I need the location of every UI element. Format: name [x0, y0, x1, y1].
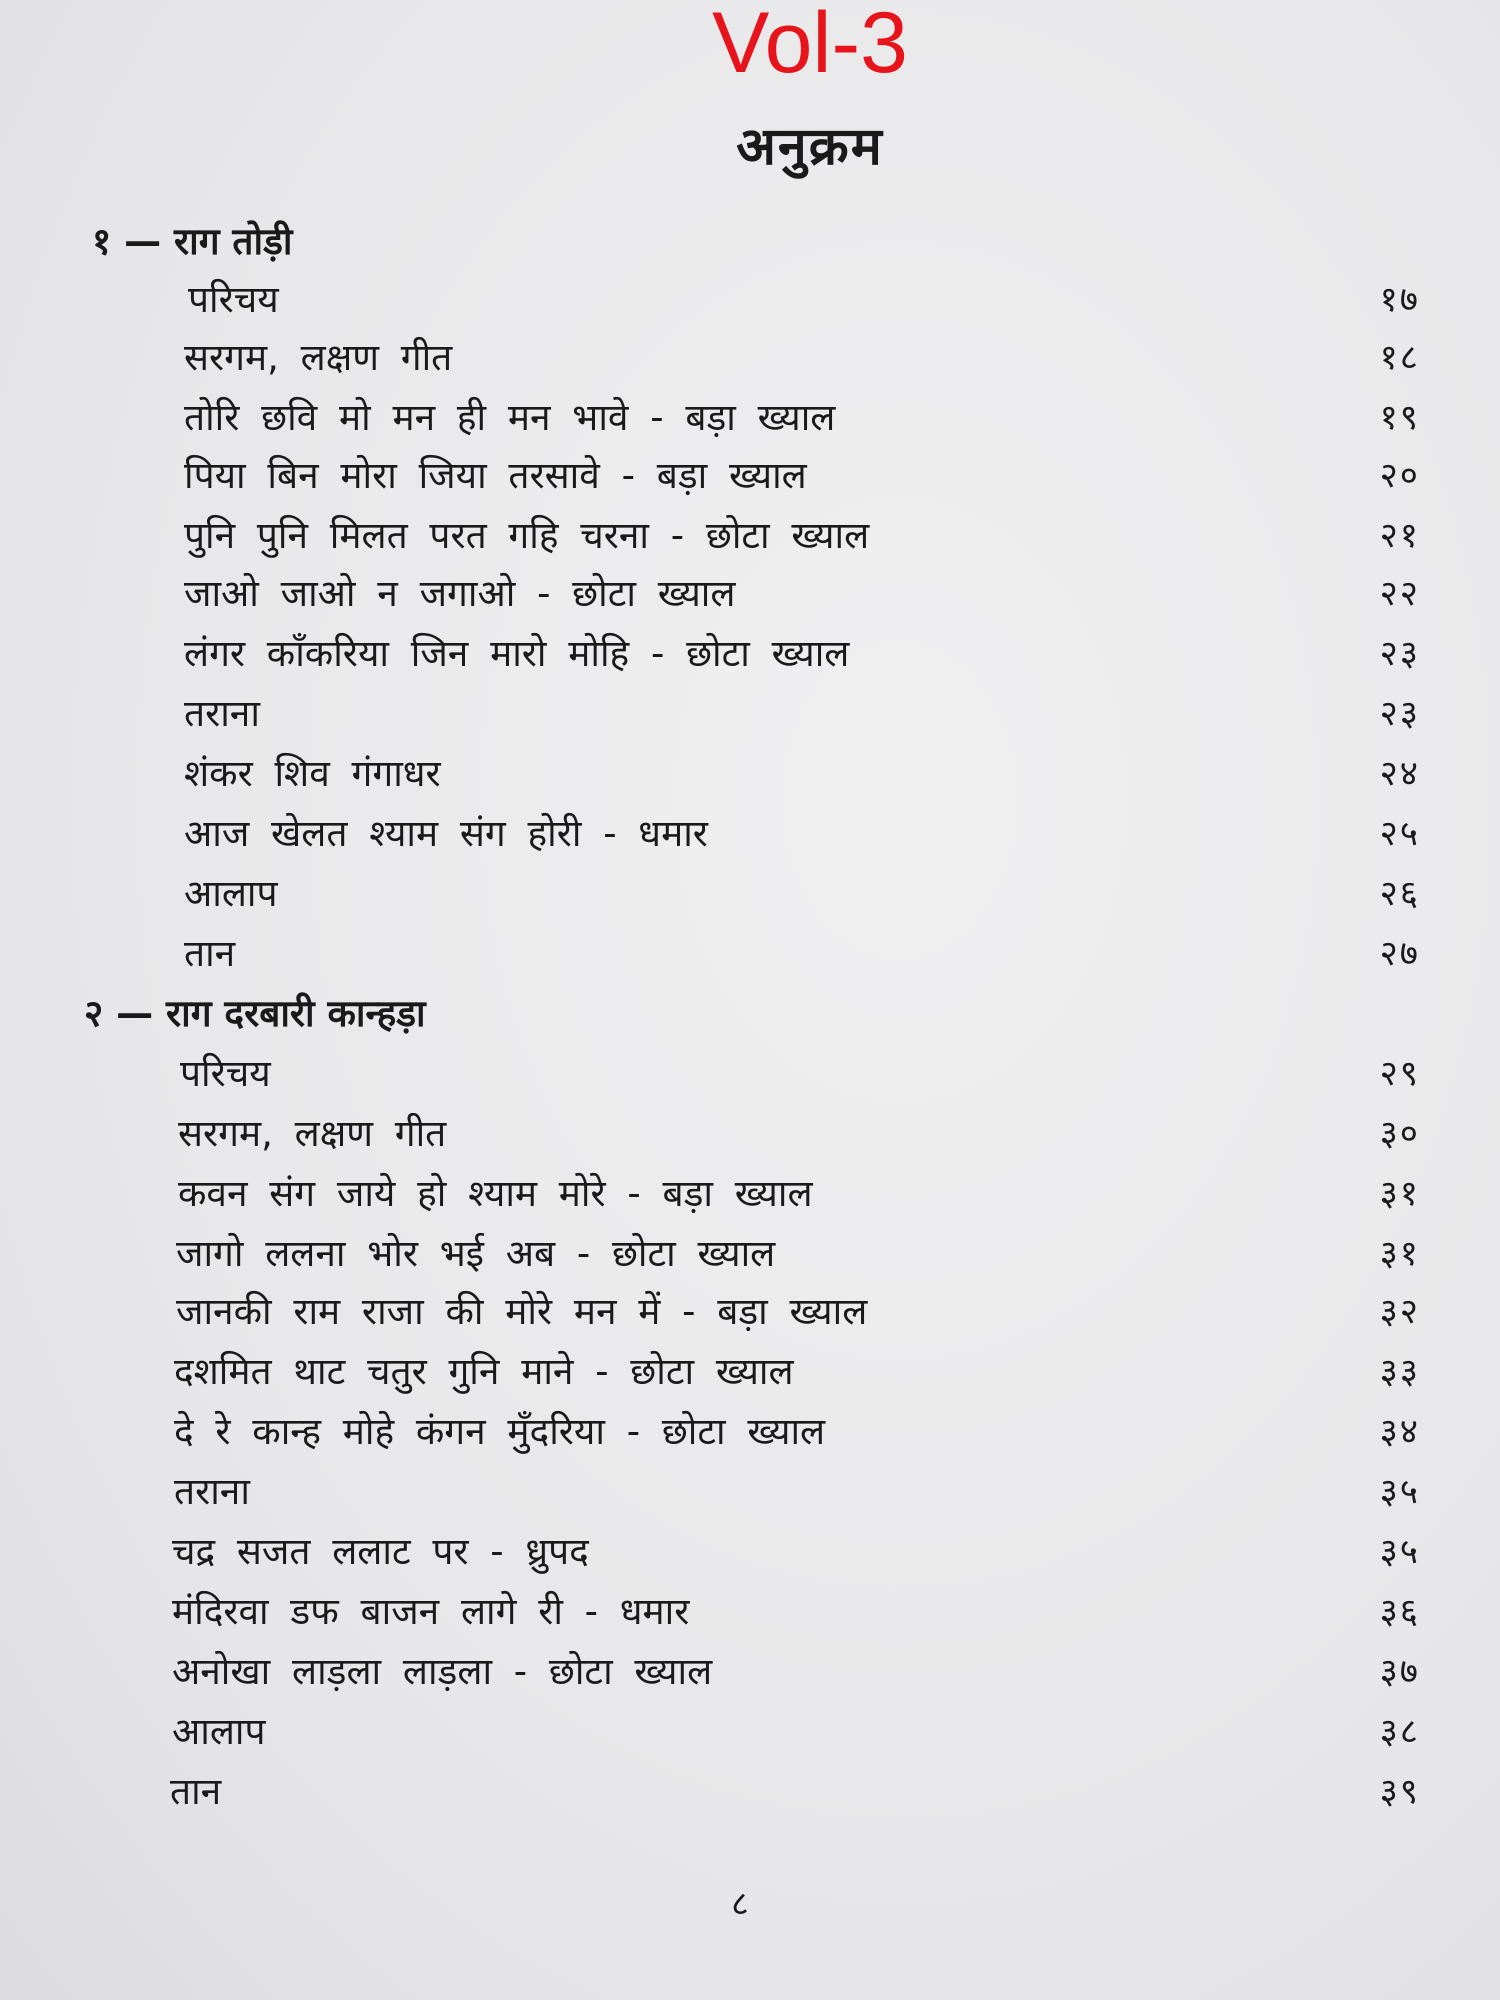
- page-folio: ८: [731, 1884, 749, 1924]
- toc-page-number: २०: [1379, 456, 1420, 496]
- toc-page-number: २४: [1379, 754, 1420, 794]
- toc-entry: शंकर शिव गंगाधर: [184, 752, 441, 795]
- toc-entry: दे रे कान्ह मोहे कंगन मुँदरिया - छोटा ख्याल: [174, 1410, 826, 1453]
- toc-page-number: ३२: [1379, 1292, 1420, 1332]
- toc-page-number: ३९: [1379, 1772, 1420, 1812]
- toc-page-number: २३: [1379, 634, 1420, 674]
- toc-entry: जाओ जाओ न जगाओ - छोटा ख्याल: [184, 572, 736, 615]
- toc-page-number: ३८: [1379, 1712, 1420, 1752]
- toc-entry: दशमित थाट चतुर गुनि माने - छोटा ख्याल: [174, 1350, 794, 1393]
- toc-entry: जागो ललना भोर भई अब - छोटा ख्याल: [176, 1232, 776, 1275]
- toc-entry: तान: [184, 932, 236, 975]
- toc-page-number: २९: [1379, 1054, 1420, 1094]
- toc-entry: सरगम, लक्षण गीत: [178, 1112, 447, 1155]
- toc-page-number: ३४: [1379, 1412, 1420, 1452]
- toc-entry: तोरि छवि मो मन ही मन भावे - बड़ा ख्याल: [184, 396, 836, 439]
- toc-entry: सरगम, लक्षण गीत: [184, 336, 453, 379]
- toc-entry: जानकी राम राजा की मोरे मन में - बड़ा ख्याल: [176, 1290, 868, 1333]
- toc-page-number: ३०: [1379, 1114, 1420, 1154]
- toc-entry: कवन संग जाये हो श्याम मोरे - बड़ा ख्याल: [178, 1172, 813, 1215]
- section-heading: २ — राग दरबारी कान्हड़ा: [84, 992, 426, 1035]
- toc-entry: तराना: [174, 1470, 250, 1513]
- toc-entry: लंगर कॉंकरिया जिन मारो मोहि - छोटा ख्याल: [184, 632, 850, 675]
- toc-page-number: २१: [1379, 516, 1420, 556]
- toc-page-number: २५: [1379, 814, 1420, 854]
- toc-entry: मंदिरवा डफ बाजन लागे री - धमार: [172, 1590, 690, 1633]
- toc-page-number: ३३: [1379, 1352, 1420, 1392]
- toc-page-number: २३: [1379, 694, 1420, 734]
- toc-entry: आलाप: [184, 872, 278, 915]
- toc-entry: पिया बिन मोरा जिया तरसावे - बड़ा ख्याल: [184, 454, 807, 497]
- toc-page-number: ३६: [1379, 1592, 1420, 1632]
- toc-page-number: ३१: [1379, 1174, 1420, 1214]
- toc-page-number: ३१: [1379, 1234, 1420, 1274]
- toc-page-number: २२: [1379, 574, 1420, 614]
- toc-entry: अनोखा लाड़ला लाड़ला - छोटा ख्याल: [172, 1650, 713, 1693]
- toc-entry: परिचय: [188, 278, 279, 321]
- toc-page-number: २७: [1379, 934, 1420, 974]
- toc-entry: परिचय: [180, 1052, 271, 1095]
- toc-page-number: १७: [1379, 280, 1420, 320]
- toc-page-number: ३५: [1379, 1472, 1420, 1512]
- page-title: अनुक्रम: [736, 117, 884, 177]
- toc-entry: चद्र सजत ललाट पर - ध्रुपद: [172, 1530, 589, 1573]
- toc-page-number: ३५: [1379, 1532, 1420, 1572]
- volume-label: Vol-3: [711, 0, 909, 91]
- toc-entry: तान: [170, 1770, 222, 1813]
- section-heading: १ — राग तोड़ी: [92, 220, 293, 263]
- toc-entry: तराना: [184, 692, 260, 735]
- toc-entry: पुनि पुनि मिलत परत गहि चरना - छोटा ख्याल: [184, 514, 870, 557]
- toc-entry: आलाप: [172, 1710, 266, 1753]
- toc-page-number: २६: [1379, 874, 1420, 914]
- toc-page-number: ३७: [1379, 1652, 1420, 1692]
- toc-page-number: १९: [1379, 398, 1420, 438]
- toc-entry: आज खेलत श्याम संग होरी - धमार: [184, 812, 708, 855]
- toc-page-number: १८: [1379, 338, 1420, 378]
